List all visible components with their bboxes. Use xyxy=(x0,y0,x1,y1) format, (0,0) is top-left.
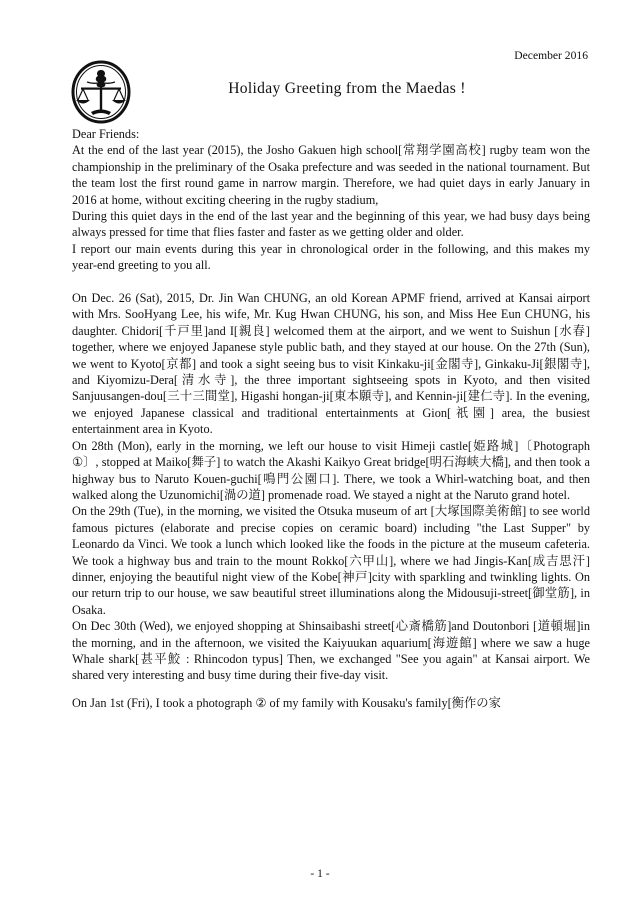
letter-date: December 2016 xyxy=(514,49,588,62)
paragraph: On 28th (Mon), early in the morning, we left our house to visit Himeji castle[姫路城]〔Photograph ①〕, stopped at Maiko[舞子] to watch the Akashi Kaikyo Great bridge[明石海峡大橋], and then took a highway bus to Naruto Kouen-guchi[鳴門公園口]. There, we took a Whirl-watching boat, and then walked along the Uzunomichi[渦の道] promenade road. We stayed a night at the Naruto grand hotel. xyxy=(72,438,590,502)
paragraph: On Dec 30th (Wed), we enjoyed shopping at Shinsaibashi street[心斎橋筋]and Doutonbori [道頓堀]in the morning, and in the afternoon, we visited the Kaiyuukan aquarium[海遊館] where we saw a huge Whale shark[甚平鮫 : Rhincodon typus] Then, we exchanged "See you again" at Kansai airport. We shared very interesting and busy time during their five-day visit. xyxy=(72,619,590,683)
paragraph-spacer xyxy=(72,274,590,290)
paragraph: I report our main events during this year in chronological order in the following, and this makes my year-end greeting to you all. xyxy=(72,241,590,273)
salutation: Dear Friends: xyxy=(72,127,140,141)
paragraph: On Jan 1st (Fri), I took a photograph ② of my family with Kousaku's family[衡作の家 xyxy=(72,695,501,710)
paragraph: At the end of the last year (2015), the Josho Gakuen high school[常翔学園高校] rugby team won the championship in the preliminary of the Osaka prefecture and was seeded in the national tournament. But the team lost the first round game in narrow margin. Therefore, we had quiet days in early January in 2016 at home, without exciting cheering in the rugby stadium, xyxy=(72,143,590,207)
paragraph: On Dec. 26 (Sat), 2015, Dr. Jin Wan CHUNG, an old Korean APMF friend, arrived at Kansai airport with Mrs. SooHyang Lee, his wife, Mr. Kug Hwan CHUNG, his son, and Miss Hee Eun CHUNG, his daughter. Chidori[千戸里]and I[親良] welcomed them at the airport, and we went to Suishun [水春] together, where we enjoyed Japanese style public bath, and they stayed at our house. On the 27th (Sun), we went to Kyoto[京都] and took a sight seeing bus to visit Kinkaku-ji[金閣寺], Ginkaku-Ji[銀閣寺], and Kiyomizu-Dera[清水寺], the three important sightseeing spots in Kyoto, and then visited Sanjuusangen-dou[三十三間堂], Higashi hongan-ji[東本願寺], and Kennin-ji[建仁寺]. In the evening, we enjoyed Japanese classical and traditional entertainments at Gion[祇園] area, the busiest entertainment area in Kyoto. xyxy=(72,291,590,437)
letter-body xyxy=(72,126,590,711)
paragraph-spacer xyxy=(72,684,590,695)
letter-title: Holiday Greeting from the Maedas ! xyxy=(228,80,466,97)
page-number: - 1 - xyxy=(310,868,330,880)
paragraph: On the 29th (Tue), in the morning, we visited the Otsuka museum of art [大塚国際美術館] to see world famous pictures (elaborate and precise copies on ceramic board) including "the Last Supper" by Leonardo da Vinci. We took a lunch which looked like the foods in the picture at the museum cafeteria. We took a highway bus and train to the mount Rokko[六甲山], where we had Jingis-Kan[成吉思汗] dinner, enjoying the beautiful night view of the Kobe[神戸]city with sparkling and twinkling lights. On our return trip to our house, we saw beautiful street illuminations along the Midousuji-street[御堂筋], in Osaka. xyxy=(72,504,590,617)
paragraph: During this quiet days in the end of the last year and the beginning of this year, we had busy days being always pressed for time that flies faster and faster as we getting older and older. xyxy=(72,209,590,240)
